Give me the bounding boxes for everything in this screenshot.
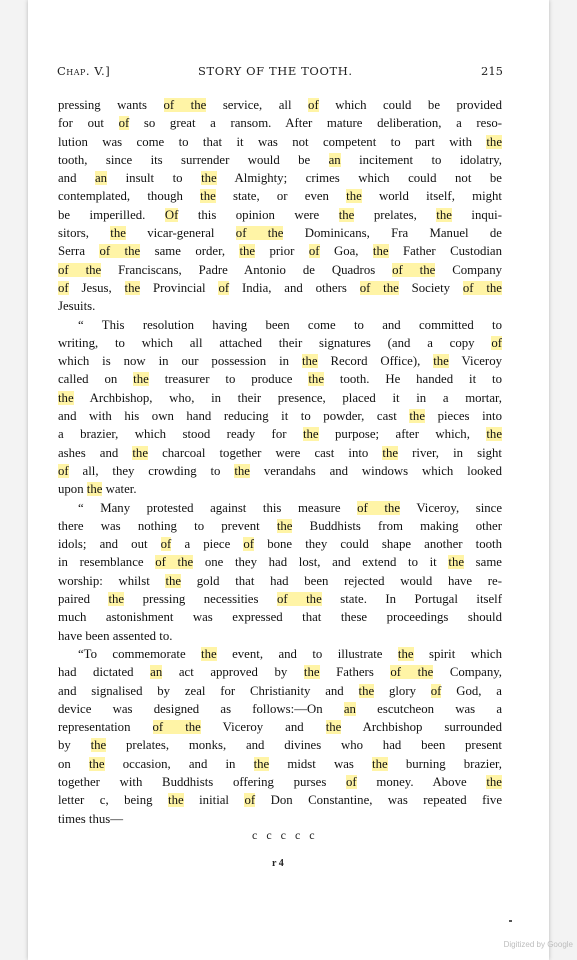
text-run: so great a ransom. After mature deliberation, a reso- xyxy=(129,116,502,131)
text-run: act approved by xyxy=(162,665,304,680)
search-highlight: the xyxy=(301,354,318,369)
text-run: treasurer to produce xyxy=(148,372,309,387)
text-run: “ This resolution having been come to and committed to xyxy=(78,317,502,332)
search-highlight: an xyxy=(150,665,163,680)
text-run: and signalised by zeal for Christianity and xyxy=(58,683,359,698)
search-highlight: the xyxy=(200,189,216,204)
search-highlight: the xyxy=(409,409,426,424)
text-run: Jesus, xyxy=(68,280,125,295)
text-run: Company, xyxy=(433,665,502,680)
text-run: together with Buddhists offering purses xyxy=(58,774,346,789)
text-line xyxy=(58,572,502,590)
text-run: much astonishment was expressed that these proceedings should xyxy=(58,610,502,625)
search-highlight: of the xyxy=(235,226,284,241)
text-line xyxy=(58,444,502,462)
search-highlight: the xyxy=(90,738,107,753)
search-highlight: the xyxy=(303,665,320,680)
text-run: Fathers xyxy=(319,665,391,680)
search-highlight: the xyxy=(88,756,105,771)
text-run: state, or even xyxy=(215,189,347,204)
text-run: pressing necessities xyxy=(124,592,277,607)
text-run: state. In Portugal itself xyxy=(321,592,502,607)
text-run: Archbishop surrounded xyxy=(341,720,502,735)
text-line xyxy=(58,480,502,498)
text-run: tooth, since its surrender would be xyxy=(58,152,329,167)
search-highlight: the xyxy=(110,226,126,241)
text-line xyxy=(58,755,502,773)
text-run: had dictated xyxy=(58,665,151,680)
text-run: have been assented to. xyxy=(58,628,173,643)
text-run: Provincial xyxy=(140,280,219,295)
body-text xyxy=(58,96,502,828)
text-run: all, they crowding to xyxy=(68,463,235,478)
text-run: letter c, being xyxy=(58,793,169,808)
text-run: this opinion were xyxy=(178,207,339,222)
text-line xyxy=(58,462,502,480)
text-run: prelates, monks, and divines who had been present xyxy=(106,738,502,753)
search-highlight: of xyxy=(243,537,255,552)
search-highlight: the xyxy=(201,646,217,661)
search-highlight: of xyxy=(58,463,69,478)
text-line xyxy=(58,663,502,681)
text-run: Buddhists from making other xyxy=(292,518,502,533)
search-highlight: the xyxy=(86,482,103,497)
text-run: event, and to illustrate xyxy=(216,646,398,661)
text-run: midst was xyxy=(269,756,373,771)
text-run: Society xyxy=(398,280,463,295)
search-highlight: of xyxy=(491,335,502,350)
text-line xyxy=(58,645,502,663)
search-highlight: of xyxy=(308,244,320,259)
text-run: Company xyxy=(435,262,502,277)
text-run: world itself, might xyxy=(361,189,502,204)
text-line xyxy=(58,718,502,736)
text-run: a piece xyxy=(171,537,244,552)
search-highlight: the xyxy=(124,280,141,295)
search-highlight: of the xyxy=(392,262,436,277)
text-line xyxy=(58,700,502,718)
digitization-watermark: Digitized by Google xyxy=(503,940,573,949)
text-run: Goa, xyxy=(319,244,373,259)
text-run: bone they could shape another tooth xyxy=(254,537,502,552)
page-number: 215 xyxy=(481,64,503,78)
text-run: river, in sight xyxy=(398,445,502,460)
text-line xyxy=(58,279,502,297)
text-run: same xyxy=(464,555,502,570)
text-run: Franciscans, Padre Antonio de Quadros xyxy=(101,262,393,277)
text-run: money. Above xyxy=(356,774,487,789)
search-highlight: of the xyxy=(58,262,102,277)
text-line xyxy=(58,242,502,260)
text-line xyxy=(58,425,502,443)
text-run: purpose; after which, xyxy=(318,427,487,442)
search-highlight: of xyxy=(118,116,130,131)
search-highlight: the xyxy=(108,592,125,607)
text-run: Dominicans, Fra Manuel de xyxy=(283,226,502,241)
search-highlight: of the xyxy=(163,98,207,112)
text-line xyxy=(58,590,502,608)
text-run: Viceroy and xyxy=(200,720,326,735)
search-highlight: the xyxy=(325,720,342,735)
text-run: called on xyxy=(58,372,134,387)
search-highlight: the xyxy=(253,756,270,771)
search-highlight: Of xyxy=(164,207,179,222)
text-run: prelates, xyxy=(354,207,437,222)
text-run: Record Office), xyxy=(317,354,434,369)
search-highlight: of the xyxy=(359,280,399,295)
text-run: which could be provided xyxy=(318,98,502,112)
text-run: worship: whilst xyxy=(58,573,166,588)
text-run: incitement to idolatry, xyxy=(340,152,502,167)
text-line xyxy=(58,682,502,700)
text-run: pressing wants xyxy=(58,98,164,112)
search-highlight: the xyxy=(58,390,74,405)
search-highlight: of xyxy=(218,280,230,295)
text-run: spirit which xyxy=(413,646,502,661)
text-run: Father Custodian xyxy=(388,244,502,259)
text-run: be imperilled. xyxy=(58,207,165,222)
stray-mark xyxy=(509,920,512,922)
search-highlight: the xyxy=(436,207,452,222)
search-highlight: of xyxy=(58,280,69,295)
search-highlight: the xyxy=(358,683,375,698)
search-highlight: the xyxy=(382,445,399,460)
text-run: “To commemorate xyxy=(78,646,202,661)
search-highlight: an xyxy=(343,701,356,716)
text-run: sitors, xyxy=(58,226,111,241)
text-run: for out xyxy=(58,116,119,131)
text-run: initial xyxy=(183,793,245,808)
search-highlight: the xyxy=(338,207,355,222)
c-repeated-mark: c c c c c xyxy=(252,828,318,842)
search-highlight: the xyxy=(201,171,217,186)
search-highlight: the xyxy=(486,774,502,789)
text-line xyxy=(58,114,502,132)
search-highlight: the xyxy=(486,134,502,149)
text-run: water. xyxy=(102,482,137,497)
text-line xyxy=(58,407,502,425)
text-run: burning brazier, xyxy=(387,756,502,771)
text-line xyxy=(58,316,502,334)
search-highlight: the xyxy=(234,463,250,478)
text-run: upon xyxy=(58,482,87,497)
text-line xyxy=(58,96,502,114)
text-run: and xyxy=(58,171,95,186)
text-run: Serra xyxy=(58,244,100,259)
text-run: God, a xyxy=(441,683,502,698)
text-line xyxy=(58,187,502,205)
text-run: India, and others xyxy=(229,280,360,295)
search-highlight: of the xyxy=(155,555,194,570)
search-highlight: the xyxy=(239,244,256,259)
text-line xyxy=(58,297,502,315)
search-highlight: of the xyxy=(276,592,322,607)
search-highlight: of xyxy=(308,98,319,112)
text-line xyxy=(58,169,502,187)
chapter-label: Chap. V.] xyxy=(57,64,111,78)
search-highlight: the xyxy=(302,427,319,442)
search-highlight: the xyxy=(433,354,449,369)
text-run: escutcheon was a xyxy=(355,701,502,716)
printer-signature-mark: r 4 xyxy=(272,858,284,869)
search-highlight: of the xyxy=(357,500,401,515)
text-line xyxy=(58,261,502,279)
text-run: writing, to which all attached their signatures (and a copy xyxy=(58,335,492,350)
search-highlight: the xyxy=(308,372,325,387)
text-run: verandahs and windows which looked xyxy=(249,463,502,478)
text-run: ashes and xyxy=(58,445,133,460)
text-run: there was nothing to prevent xyxy=(58,518,277,533)
text-run: glory xyxy=(374,683,431,698)
text-line xyxy=(58,133,502,151)
text-run: and with his own hand reducing it to powder, cast xyxy=(58,409,410,424)
search-highlight: of xyxy=(346,774,357,789)
text-run: one they had lost, and extend to it xyxy=(193,555,449,570)
search-highlight: of the xyxy=(390,665,434,680)
search-highlight: the xyxy=(346,189,362,204)
text-line xyxy=(58,370,502,388)
text-run: Archbishop, who, in their presence, placed it in a mortar, xyxy=(73,390,502,405)
search-highlight: of the xyxy=(99,244,141,259)
text-run: inqui- xyxy=(451,207,502,222)
text-line xyxy=(58,791,502,809)
text-run: on xyxy=(58,756,89,771)
text-line xyxy=(58,352,502,370)
text-run: Viceroy, since xyxy=(400,500,502,515)
search-highlight: of xyxy=(160,537,172,552)
text-run: which is now in our possession in xyxy=(58,354,302,369)
search-highlight: the xyxy=(132,445,148,460)
running-title: STORY OF THE TOOTH. xyxy=(198,64,353,78)
text-run: same order, xyxy=(140,244,240,259)
text-run: charcoal together were cast into xyxy=(148,445,383,460)
text-line xyxy=(58,206,502,224)
text-line xyxy=(58,499,502,517)
text-run: Almighty; crimes which could not be xyxy=(216,171,502,186)
search-highlight: the xyxy=(448,555,465,570)
search-highlight: of xyxy=(244,793,256,808)
running-header xyxy=(57,64,503,80)
text-run: by xyxy=(58,738,91,753)
text-run: Don Constantine, was repeated five xyxy=(255,793,502,808)
search-highlight: the xyxy=(165,573,182,588)
search-highlight: of xyxy=(430,683,442,698)
text-run: prior xyxy=(255,244,309,259)
text-run: insult to xyxy=(107,171,202,186)
text-line xyxy=(58,334,502,352)
search-highlight: the xyxy=(486,427,502,442)
text-run: idols; and out xyxy=(58,537,161,552)
search-highlight: an xyxy=(95,171,108,186)
text-line xyxy=(58,224,502,242)
text-run: a brazier, which stood ready for xyxy=(58,427,303,442)
text-run: lution was come to that it was not competent to part with xyxy=(58,134,487,149)
text-line xyxy=(58,151,502,169)
text-run: pieces into xyxy=(425,409,502,424)
text-run: gold that had been rejected would have re- xyxy=(181,573,502,588)
text-run: times thus— xyxy=(58,811,124,826)
text-run: representation xyxy=(58,720,153,735)
text-run: tooth. He handed it to xyxy=(324,372,502,387)
search-highlight: an xyxy=(328,152,341,167)
text-line xyxy=(58,553,502,571)
text-run: Viceroy xyxy=(448,354,502,369)
text-run: device was designed as follows:—On xyxy=(58,701,344,716)
text-run: occasion, and in xyxy=(104,756,254,771)
text-line xyxy=(58,517,502,535)
text-run: contemplated, though xyxy=(58,189,201,204)
text-run: in resemblance xyxy=(58,555,156,570)
search-highlight: the xyxy=(397,646,414,661)
text-line xyxy=(58,608,502,626)
text-line xyxy=(58,389,502,407)
text-line xyxy=(58,535,502,553)
text-run: Jesuits. xyxy=(58,299,96,314)
text-line xyxy=(58,810,502,828)
text-line xyxy=(58,627,502,645)
search-highlight: the xyxy=(372,756,388,771)
search-highlight: the xyxy=(276,518,293,533)
text-run: vicar-general xyxy=(125,226,236,241)
search-highlight: the xyxy=(133,372,149,387)
text-run: service, all xyxy=(206,98,309,112)
text-line xyxy=(58,773,502,791)
search-highlight: of the xyxy=(462,280,502,295)
search-highlight: of the xyxy=(152,720,201,735)
search-highlight: the xyxy=(168,793,184,808)
text-line xyxy=(58,736,502,754)
search-highlight: the xyxy=(372,244,389,259)
text-run: “ Many protested against this measure xyxy=(78,500,358,515)
text-run: paired xyxy=(58,592,109,607)
